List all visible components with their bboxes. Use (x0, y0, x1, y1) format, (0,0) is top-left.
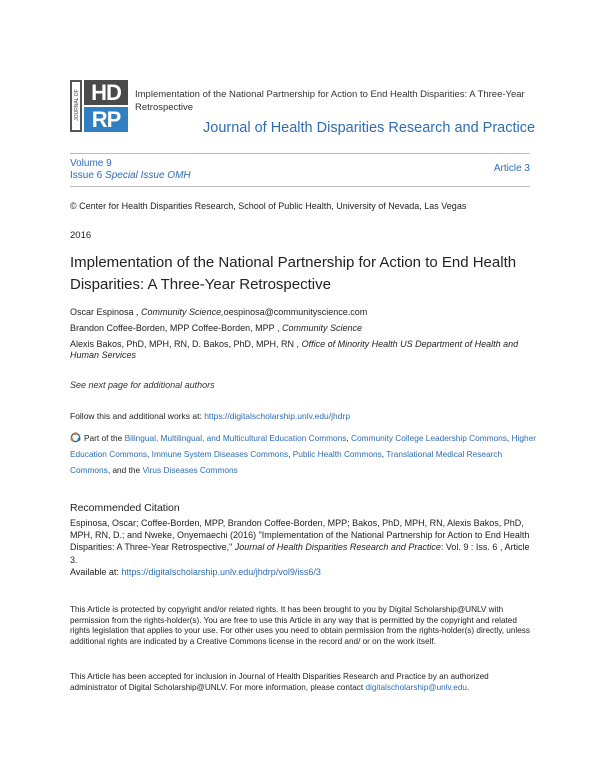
author-entry (70, 307, 530, 318)
author-entry (70, 339, 530, 361)
accepted-end: . (466, 682, 470, 692)
and-the-text: and the (112, 465, 141, 475)
journal-name[interactable]: Journal of Health Disparities Research and Practice (203, 120, 536, 136)
author-affiliation: Office of Minority Health US Department of Health and Human Services (70, 339, 519, 360)
logo-top-block: HD (84, 80, 128, 105)
page-title: Implementation of the National Partnership for Action to End Health Disparities: A Three-Year Retrospective (70, 254, 517, 293)
available-label: Available at: (70, 566, 119, 577)
author-entry (70, 323, 530, 334)
citation-journal: Journal of Health Disparities Research and Practice (234, 542, 441, 553)
citation-body (70, 517, 535, 578)
follow-link[interactable]: https://digitalscholarship.unlv.edu/jhdrp (204, 411, 351, 421)
commons-link[interactable]: Bilingual, Multilingual, and Multicultural Education Commons (124, 433, 347, 443)
commons-link[interactable]: Public Health Commons (292, 449, 382, 459)
citation-text: Espinosa, Oscar; Coffee-Borden, MPP, Brandon Coffee-Borden, MPP; Bakos, PhD, MPH, RN, Alexis Bakos, PhD, MPH, RN, D.; and Nweke, Onyemaechi (2016) "Implementation of the National Partnership for Action to End Health Disparities: A Three-Year Retrospective," (70, 518, 530, 553)
journal-logo (70, 80, 128, 132)
author-name: Oscar Espinosa , (70, 307, 139, 317)
logo-bottom-block: RP (84, 107, 128, 132)
publication-year: 2016 (70, 230, 92, 241)
contact-email-link[interactable]: digitalscholarship@unlv.edu (365, 682, 467, 692)
accepted-statement (70, 672, 535, 693)
logo-side-bar (70, 80, 82, 132)
part-of-commons: Part of the Bilingual, Multilingual, and Multicultural Education Commons, Community College Leadership Commons, Higher Education Commons, Immune System Diseases Commons, Public Health Commons, Translational Medical Research Commons, and the Virus Diseases Commons (70, 433, 536, 475)
accepted-text: This Article has been accepted for inclusion in Journal of Health Disparities Research and Practice by an authorized administrator of Digital Scholarship@UNLV. For more information, please contact (70, 672, 489, 692)
divider (70, 186, 530, 187)
volume-issue (70, 158, 191, 182)
article-number[interactable]: Article 3 (493, 163, 530, 174)
citation-link[interactable]: https://digitalscholarship.unlv.edu/jhdrp/vol9/iss6/3 (121, 566, 321, 577)
citation-heading: Recommended Citation (70, 502, 180, 514)
copyright-notice: © Center for Health Disparities Research, School of Public Health, University of Nevada, Las Vegas (70, 201, 467, 211)
commons-link[interactable]: Immune System Diseases Commons (151, 449, 289, 459)
logo-side-text: JOURNAL OF (74, 89, 80, 121)
author-list (70, 307, 530, 366)
part-of-label: Part of the (84, 433, 123, 443)
see-next-page-note: See next page for additional authors (70, 380, 215, 390)
author-name: Brandon Coffee-Borden, MPP Coffee-Borden, MPP , (70, 323, 280, 333)
author-name: Alexis Bakos, PhD, MPH, RN, D. Bakos, PhD, MPH, RN , (70, 339, 300, 349)
follow-label: Follow this and additional works at: (70, 411, 202, 421)
author-email: oespinosa@communityscience.com (223, 307, 368, 317)
author-affiliation: Community Science, (141, 307, 224, 317)
author-affiliation: Community Science (281, 323, 363, 333)
volume-link[interactable]: Volume 9 (70, 158, 112, 169)
commons-link[interactable]: Virus Diseases Commons (142, 465, 238, 475)
commons-link[interactable]: Higher Education Commons (70, 433, 536, 459)
commons-link[interactable]: Translational Medical Research Commons (70, 449, 503, 475)
network-icon (70, 432, 81, 443)
divider (70, 153, 530, 154)
commons-link[interactable]: Community College Leadership Commons (351, 433, 507, 443)
citation-volume: : Vol. 9 : Iss. 6 , Article 3. (70, 542, 530, 565)
follow-line (70, 411, 540, 421)
issue-link[interactable]: Issue 6 Special Issue OMH (70, 170, 191, 181)
header-article-title: Implementation of the National Partnership for Action to End Health Disparities: A Three-Year Retrospective (135, 89, 525, 113)
rights-statement: This Article is protected by copyright and/or related rights. It has been brought to you by Digital Scholarship@UNLV with permission from the rights-holder(s). You are free to use this Article in any way that is permitted by the copyright and related rights legislation that applies to your use. For other uses you need to obtain permission from the rights-holder(s) directly, unless additional rights are indicated by a Creative Commons license in the record and/ or on the work itself. (70, 605, 530, 646)
